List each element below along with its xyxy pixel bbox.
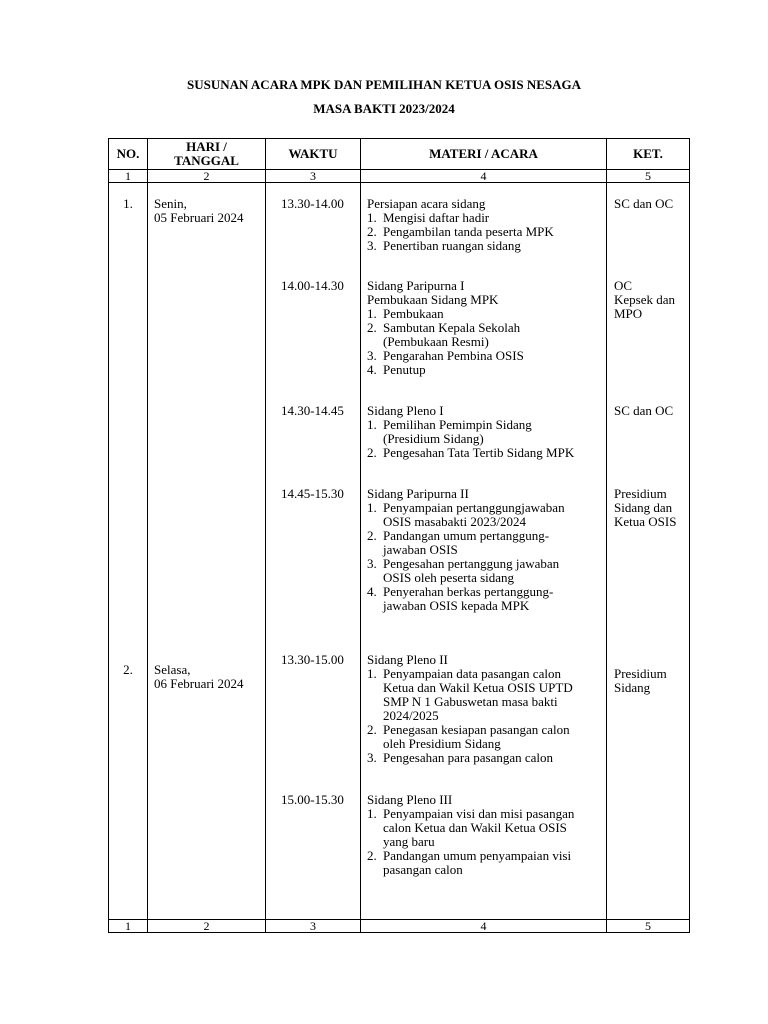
agenda-item-number: 1. bbox=[367, 666, 377, 681]
agenda-item-number: 2. bbox=[367, 224, 377, 239]
agenda-item-text: Penyampaian visi dan misi pasangan bbox=[383, 806, 575, 821]
column-number: 2 bbox=[148, 920, 266, 933]
agenda-item-text: pasangan calon bbox=[383, 862, 463, 877]
agenda-item-number: 4. bbox=[367, 362, 377, 377]
column-number: 4 bbox=[361, 920, 607, 933]
agenda-item-text: Pandangan umum penyampaian visi bbox=[383, 848, 572, 863]
schedule-body-row bbox=[109, 183, 690, 920]
agenda-item bbox=[367, 349, 603, 363]
agenda-item-number: 1. bbox=[367, 306, 377, 321]
agenda-item bbox=[367, 446, 603, 460]
session-time: 14.00-14.30 bbox=[281, 278, 344, 293]
session-materi bbox=[367, 793, 603, 877]
column-number: 3 bbox=[266, 170, 361, 183]
header-tanggal: TANGGAL bbox=[174, 153, 239, 168]
agenda-item bbox=[367, 225, 603, 239]
session-time: 14.45-15.30 bbox=[281, 486, 344, 501]
agenda-item bbox=[367, 723, 603, 751]
agenda-item bbox=[367, 307, 603, 321]
agenda-item-text: jawaban OSIS kepada MPK bbox=[383, 598, 530, 613]
session-title: Sidang Pleno II bbox=[367, 652, 448, 667]
document-subtitle: MASA BAKTI 2023/2024 bbox=[313, 101, 455, 116]
agenda-item-number: 3. bbox=[367, 348, 377, 363]
agenda-item-text: Pembukaan bbox=[383, 306, 444, 321]
agenda-item-text: OSIS masabakti 2023/2024 bbox=[383, 514, 526, 529]
header-waktu: WAKTU bbox=[266, 139, 361, 170]
agenda-item-number: 2. bbox=[367, 848, 377, 863]
agenda-item-text: Mengisi daftar hadir bbox=[383, 210, 490, 225]
day-number: 1. bbox=[123, 196, 133, 211]
no-column bbox=[109, 183, 148, 920]
agenda-list bbox=[367, 667, 603, 765]
day-date-block bbox=[154, 663, 244, 691]
ket-line: SC dan OC bbox=[614, 403, 674, 418]
agenda-item bbox=[367, 807, 603, 849]
document-title: SUSUNAN ACARA MPK DAN PEMILIHAN KETUA OSIS NESAGA bbox=[186, 77, 582, 92]
agenda-item bbox=[367, 321, 603, 349]
agenda-item bbox=[367, 557, 603, 585]
time-column bbox=[266, 183, 361, 920]
ket-line: Presidium bbox=[614, 486, 667, 501]
day-name: Selasa, bbox=[154, 662, 191, 677]
agenda-list bbox=[367, 418, 603, 460]
day-date: 05 Februari 2024 bbox=[154, 210, 244, 225]
session-ket bbox=[614, 487, 690, 529]
header-no: NO. bbox=[109, 139, 148, 170]
ket-line: SC dan OC bbox=[614, 196, 674, 211]
agenda-item-text: Pemilihan Pemimpin Sidang bbox=[383, 417, 532, 432]
agenda-item-text: 2024/2025 bbox=[383, 708, 439, 723]
header-materi: MATERI / ACARA bbox=[361, 139, 607, 170]
agenda-item-number: 2. bbox=[367, 320, 377, 335]
agenda-item-text: Sambutan Kepala Sekolah bbox=[383, 320, 521, 335]
column-number: 5 bbox=[607, 920, 690, 933]
agenda-item-number: 1. bbox=[367, 210, 377, 225]
session-title: Sidang Pleno I bbox=[367, 403, 444, 418]
agenda-item-text: OSIS oleh peserta sidang bbox=[383, 570, 515, 585]
agenda-item-text: jawaban OSIS bbox=[383, 542, 458, 557]
header-hari-tanggal bbox=[148, 139, 266, 170]
agenda-item-number: 1. bbox=[367, 417, 377, 432]
column-number: 5 bbox=[607, 170, 690, 183]
agenda-item bbox=[367, 751, 603, 765]
session-time: 13.30-14.00 bbox=[281, 196, 344, 211]
day-date: 06 Februari 2024 bbox=[154, 676, 244, 691]
column-number-row bbox=[109, 170, 690, 183]
agenda-item-text: Pengambilan tanda peserta MPK bbox=[383, 224, 554, 239]
session-ket bbox=[614, 404, 690, 418]
session-time: 15.00-15.30 bbox=[281, 792, 344, 807]
session-ket bbox=[614, 197, 690, 211]
session-materi bbox=[367, 404, 603, 460]
agenda-item-text: (Pembukaan Resmi) bbox=[383, 334, 489, 349]
session-materi bbox=[367, 279, 603, 377]
column-number: 4 bbox=[361, 170, 607, 183]
ket-line: Sidang dan bbox=[614, 500, 673, 515]
ket-line: Ketua OSIS bbox=[614, 514, 677, 529]
agenda-item-text: Pengesahan Tata Tertib Sidang MPK bbox=[383, 445, 575, 460]
agenda-item-text: Penutup bbox=[383, 362, 426, 377]
column-number: 1 bbox=[109, 170, 148, 183]
agenda-item-text: SMP N 1 Gabuswetan masa bakti bbox=[383, 694, 558, 709]
ket-line: Kepsek dan bbox=[614, 292, 676, 307]
session-title: Sidang Paripurna II bbox=[367, 486, 469, 501]
session-subtitle: Pembukaan Sidang MPK bbox=[367, 292, 499, 307]
agenda-item-text: yang baru bbox=[383, 834, 435, 849]
agenda-item-number: 2. bbox=[367, 722, 377, 737]
agenda-item-text: calon Ketua dan Wakil Ketua OSIS bbox=[383, 820, 567, 835]
schedule-table bbox=[108, 138, 690, 933]
agenda-list bbox=[367, 501, 603, 613]
session-title: Sidang Paripurna I bbox=[367, 278, 465, 293]
agenda-list bbox=[367, 307, 603, 377]
ket-column bbox=[607, 183, 690, 920]
day-date-block bbox=[154, 197, 244, 225]
session-title: Sidang Pleno III bbox=[367, 792, 453, 807]
agenda-item bbox=[367, 418, 603, 446]
agenda-item-number: 3. bbox=[367, 556, 377, 571]
column-number: 3 bbox=[266, 920, 361, 933]
agenda-item-number: 2. bbox=[367, 445, 377, 460]
agenda-item-number: 4. bbox=[367, 584, 377, 599]
agenda-item bbox=[367, 239, 603, 253]
agenda-item-text: Penyerahan berkas pertanggung- bbox=[383, 584, 554, 599]
day-name: Senin, bbox=[154, 196, 187, 211]
agenda-item bbox=[367, 585, 603, 613]
column-number: 1 bbox=[109, 920, 148, 933]
agenda-item-text: Penegasan kesiapan pasangan calon bbox=[383, 722, 570, 737]
header-ket: KET. bbox=[607, 139, 690, 170]
agenda-item-text: Penyampaian data pasangan calon bbox=[383, 666, 561, 681]
agenda-item bbox=[367, 667, 603, 723]
agenda-item-number: 3. bbox=[367, 238, 377, 253]
day-number: 2. bbox=[123, 662, 133, 677]
session-materi bbox=[367, 197, 603, 253]
column-number-row-bottom bbox=[109, 920, 690, 933]
session-ket bbox=[614, 279, 690, 321]
ket-line: MPO bbox=[614, 306, 643, 321]
agenda-item-text: Penertiban ruangan sidang bbox=[383, 238, 521, 253]
session-time: 13.30-15.00 bbox=[281, 652, 344, 667]
session-time: 14.30-14.45 bbox=[281, 403, 344, 418]
column-number: 2 bbox=[148, 170, 266, 183]
agenda-item bbox=[367, 363, 603, 377]
session-materi bbox=[367, 653, 603, 765]
ket-line: Sidang bbox=[614, 680, 651, 695]
agenda-item bbox=[367, 501, 603, 529]
session-ket bbox=[614, 667, 690, 695]
agenda-item-number: 1. bbox=[367, 806, 377, 821]
agenda-item-text: Pengesahan pertanggung jawaban bbox=[383, 556, 560, 571]
session-materi bbox=[367, 487, 603, 613]
header-hari: HARI / bbox=[186, 139, 227, 154]
day-column bbox=[148, 183, 266, 920]
ket-line: OC bbox=[614, 278, 633, 293]
agenda-item bbox=[367, 529, 603, 557]
header-row bbox=[109, 139, 690, 170]
agenda-item-text: Ketua dan Wakil Ketua OSIS UPTD bbox=[383, 680, 573, 695]
agenda-list bbox=[367, 211, 603, 253]
agenda-item-number: 3. bbox=[367, 750, 377, 765]
materi-column bbox=[361, 183, 607, 920]
agenda-list bbox=[367, 807, 603, 877]
agenda-item-text: Penyampaian pertanggungjawaban bbox=[383, 500, 565, 515]
agenda-item bbox=[367, 211, 603, 225]
agenda-item-number: 2. bbox=[367, 528, 377, 543]
agenda-item-text: Pengesahan para pasangan calon bbox=[383, 750, 554, 765]
agenda-item-text: Pandangan umum pertanggung- bbox=[383, 528, 550, 543]
agenda-item-number: 1. bbox=[367, 500, 377, 515]
ket-line: Presidium bbox=[614, 666, 667, 681]
agenda-item-text: (Presidium Sidang) bbox=[383, 431, 484, 446]
agenda-item-text: oleh Presidium Sidang bbox=[383, 736, 501, 751]
agenda-item bbox=[367, 849, 603, 877]
session-title: Persiapan acara sidang bbox=[367, 196, 486, 211]
agenda-item-text: Pengarahan Pembina OSIS bbox=[383, 348, 524, 363]
